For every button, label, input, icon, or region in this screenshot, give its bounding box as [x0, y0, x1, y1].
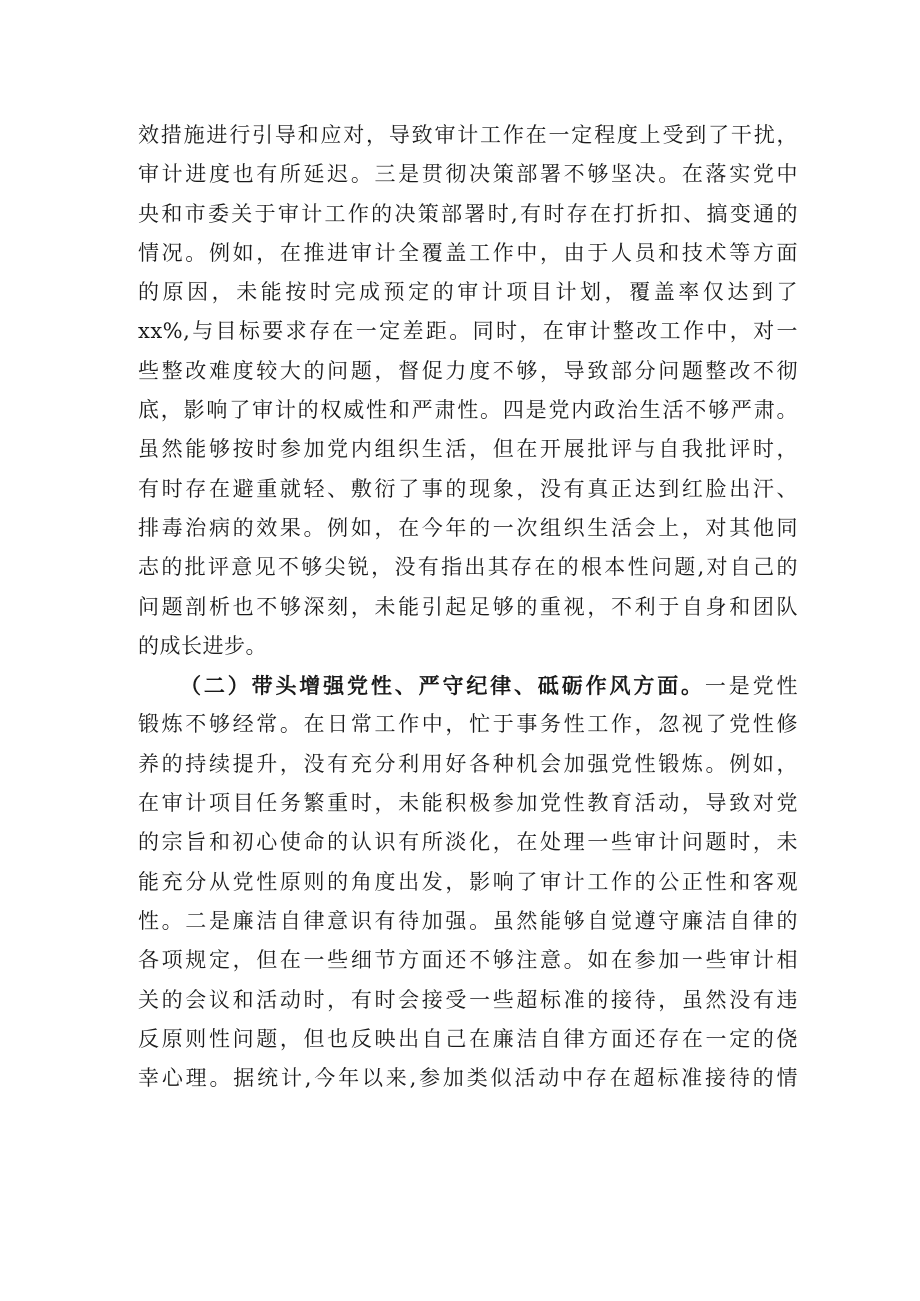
section-heading-rest: 一是党性	[704, 674, 799, 699]
paragraph-line: 的宗旨和初心使命的认识有所淡化，在处理一些审计问题时，未	[138, 830, 798, 855]
paragraph-line: 反原则性问题，但也反映出自己在廉洁自律方面还存在一定的侥	[138, 1026, 798, 1051]
section-heading-line	[138, 666, 798, 705]
paragraph-line: 锻炼不够经常。在日常工作中，忙于事务性工作，忽视了党性修	[138, 712, 798, 737]
section-heading: （二）带头增强党性、严守纪律、砥砺作风方面。	[180, 673, 705, 699]
paragraph-line: 各项规定，但在一些细节方面还不够注意。如在参加一些审计相	[138, 948, 798, 973]
paragraph-line: 幸心理。据统计,今年以来,参加类似活动中存在超标准接待的情	[138, 1066, 798, 1091]
paragraph-line: 养的持续提升，没有充分利用好各种机会加强党性锻炼。例如，	[138, 751, 798, 776]
paragraph-line: xx%,与目标要求存在一定差距。同时，在审计整改工作中，对一	[138, 319, 798, 344]
paragraph-line: 问题剖析也不够深刻，未能引起足够的重视，不利于自身和团队	[138, 594, 798, 619]
paragraph-line: 底，影响了审计的权威性和严肃性。四是党内政治生活不够严肃。	[138, 398, 798, 423]
paragraph-line: 的成长进步。	[138, 633, 267, 658]
paragraph-line: 性。二是廉洁自律意识有待加强。虽然能够自觉遵守廉洁自律的	[138, 908, 798, 933]
paragraph-line: 志的批评意见不够尖锐，没有指出其存在的根本性问题,对自己的	[138, 555, 798, 580]
paragraph-line: 效措施进行引导和应对，导致审计工作在一定程度上受到了干扰，	[138, 123, 798, 147]
paragraph-line: 央和市委关于审计工作的决策部署时,有时存在打折扣、搞变通的	[138, 201, 798, 226]
paragraph-line: 些整改难度较大的问题，督促力度不够，导致部分问题整改不彻	[138, 358, 798, 383]
paragraph-line: 能充分从党性原则的角度出发，影响了审计工作的公正性和客观	[138, 869, 798, 894]
paragraph-line: 排毒治病的效果。例如，在今年的一次组织生活会上，对其他同	[138, 515, 798, 540]
document-body	[138, 116, 798, 1098]
paragraph-line: 关的会议和活动时，有时会接受一些超标准的接待，虽然没有违	[138, 987, 798, 1012]
paragraph-line: 审计进度也有所延迟。三是贯彻决策部署不够坚决。在落实党中	[138, 162, 798, 187]
paragraph-line: 有时存在避重就轻、敷衍了事的现象，没有真正达到红脸出汗、	[138, 476, 798, 501]
paragraph-line: 在审计项目任务繁重时，未能积极参加党性教育活动，导致对党	[138, 791, 798, 816]
paragraph-line: 虽然能够按时参加党内组织生活，但在开展批评与自我批评时，	[138, 437, 798, 462]
paragraph-line: 的原因，未能按时完成预定的审计项目计划，覆盖率仅达到了	[138, 280, 798, 305]
paragraph-line: 情况。例如，在推进审计全覆盖工作中，由于人员和技术等方面	[138, 240, 798, 265]
